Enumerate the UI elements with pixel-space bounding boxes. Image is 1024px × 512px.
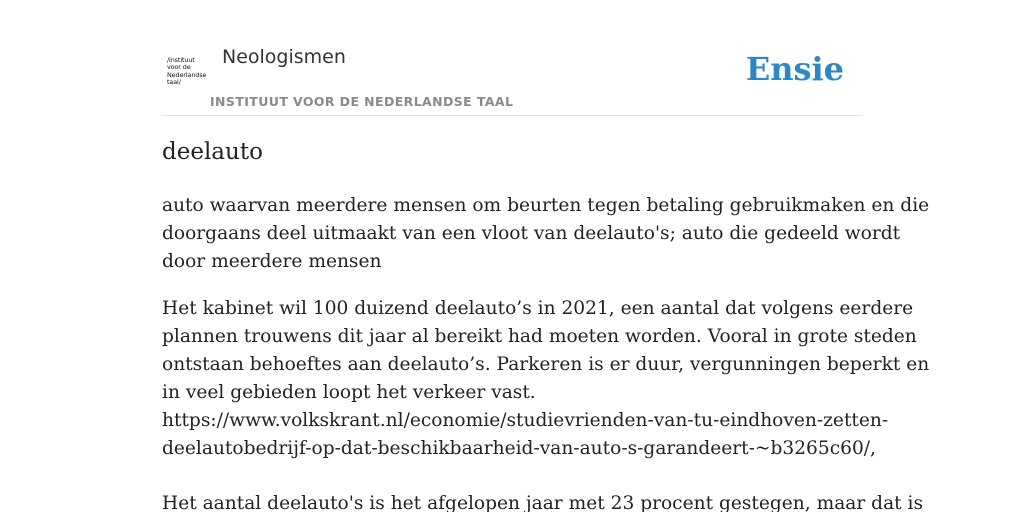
- example-line: Het kabinet wil 100 duizend deelauto’s in 2021, een aantal dat volgens eerdere: [162, 298, 914, 319]
- entry-headword: deelauto: [162, 139, 263, 165]
- example-line: ontstaan behoeftes aan deelauto’s. Parkeren is er duur, vergunningen beperkt en: [162, 354, 930, 375]
- example-line: plannen trouwens dit jaar al bereikt had moeten worden. Vooral in grote steden: [162, 326, 917, 347]
- page: [162, 0, 930, 512]
- entry-example-quote: [162, 295, 930, 463]
- logo-line: Nederlandse: [167, 70, 207, 79]
- example-source-link[interactable]: deelautobedrijf-op-dat-beschikbaarheid-van-auto-s-garandeert-~b3265c60/,: [162, 438, 876, 459]
- institute-logo[interactable]: [167, 57, 209, 87]
- example-source-link[interactable]: https://www.volkskrant.nl/economie/studievrienden-van-tu-eindhoven-zetten-: [162, 410, 889, 431]
- site-title[interactable]: Neologismen: [222, 46, 346, 68]
- definition-line: door meerdere mensen: [162, 251, 382, 272]
- example-line: in veel gebieden loopt het verkeer vast.: [162, 382, 536, 403]
- logo-line: voor de: [167, 63, 191, 72]
- definition-line: auto waarvan meerdere mensen om beurten tegen betaling gebruikmaken en die: [162, 195, 930, 216]
- ensie-logo[interactable]: Ensie: [745, 50, 844, 88]
- definition-line: doorgaans deel uitmaakt van een vloot van deelauto's; auto die gedeeld wordt: [162, 223, 901, 244]
- entry-definition: [162, 192, 930, 276]
- logo-line: taal/: [167, 78, 181, 87]
- site-header: [162, 0, 862, 116]
- entry-second-example: Het aantal deelauto's is het afgelopen jaar met 23 procent gestegen, maar dat is: [162, 493, 924, 512]
- logo-line: /instituut: [167, 56, 195, 64]
- institute-name: INSTITUUT VOOR DE NEDERLANDSE TAAL: [210, 94, 514, 109]
